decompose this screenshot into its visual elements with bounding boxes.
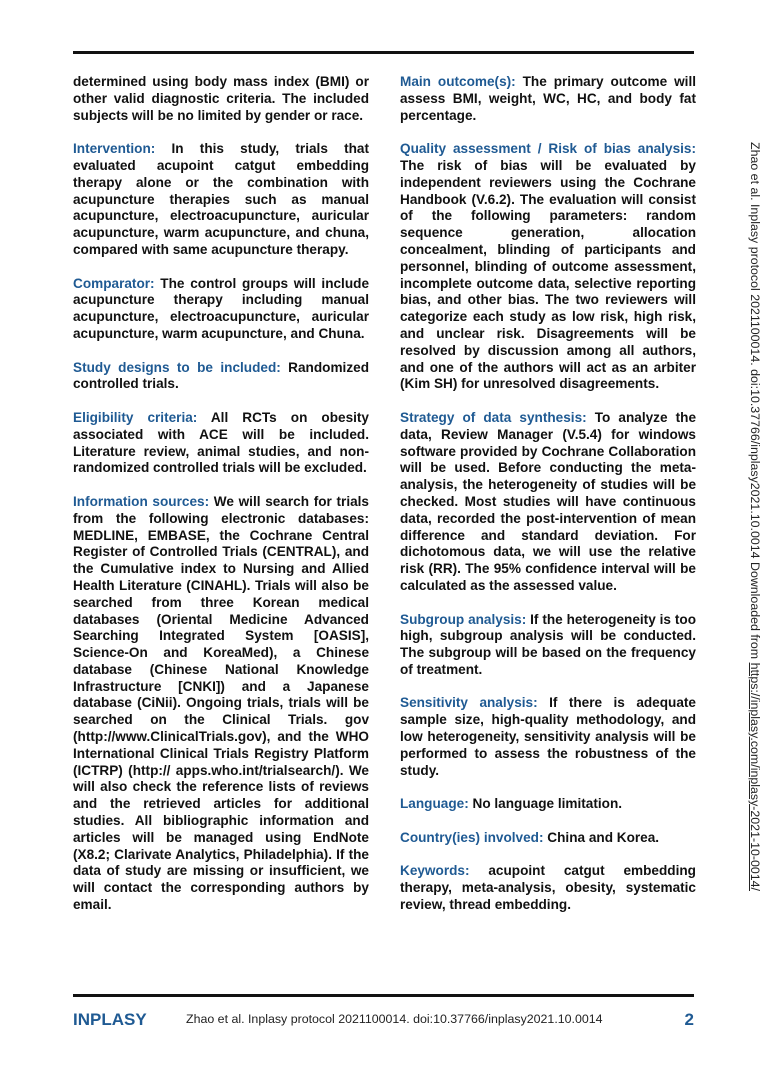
paragraph-countries [400, 830, 696, 847]
paragraph-subgroup-analysis [400, 612, 696, 679]
page-number: 2 [684, 1010, 694, 1029]
section-label-sensitivity-analysis: Sensitivity analysis: [400, 695, 538, 711]
section-label-information-sources: Information sources: [73, 493, 210, 509]
paragraph-information-sources [73, 494, 369, 914]
section-label-keywords: Keywords: [400, 863, 470, 879]
download-link[interactable]: https://inplasy.com/inplasy-2021-10-0014/ [748, 662, 762, 891]
paragraph-keywords [400, 863, 696, 913]
section-text: The risk of bias will be evaluated by independent reviewers using the Cochrane Handbook (V.6.2). The evaluation will consist of the following parameters: random sequence generation, allocation concealment, blinding of participants and personnel, blinding of outcome assessment, incomplete outcome data, selective reporting bias, and other bias. The two reviewers will categorize each study as low risk, high risk, and unclear risk. Disagreements will be resolved by discussion among all authors, and one of the authors will act as an arbiter (Kim SH) for unresolved disagreements. [400, 157, 696, 392]
section-text: All RCTs on obesity associated with ACE will be included. Literature review, animal studies, and non-randomized controlled trials will be excluded. [73, 409, 369, 476]
paragraph-participants-cont [73, 74, 369, 124]
section-text: determined using body mass index (BMI) or other valid diagnostic criteria. The included subjects will be no limited by gender or race. [73, 74, 369, 123]
paragraph-comparator [73, 276, 369, 343]
section-label-intervention: Intervention: [73, 141, 156, 157]
section-text: The primary outcome will assess BMI, weight, WC, HC, and body fat percentage. [400, 74, 696, 123]
left-column [73, 74, 369, 931]
section-label-quality-assessment: Quality assessment / Risk of bias analysis: [400, 141, 696, 157]
section-text: China and Korea. [543, 829, 660, 845]
section-label-subgroup-analysis: Subgroup analysis: [400, 611, 527, 627]
header-rule [73, 51, 694, 54]
right-column [400, 74, 696, 931]
section-label-countries: Country(ies) involved: [400, 829, 544, 845]
download-side-note [748, 142, 762, 942]
section-label-data-synthesis: Strategy of data synthesis: [400, 409, 587, 425]
section-label-comparator: Comparator: [73, 275, 155, 291]
section-text: In this study, trials that evaluated acupoint catgut embedding therapy alone or the combination with acupuncture therapies such as manual acupuncture, electroacupuncture, auricular acupuncture, warm acupuncture, and chuna, compared with same acupuncture therapy. [73, 141, 369, 257]
section-text: If the heterogeneity is too high, subgroup analysis will be conducted. The subgroup will be based on the frequency of treatment. [400, 611, 697, 677]
paragraph-data-synthesis [400, 410, 696, 595]
section-text: We will search for trials from the following electronic databases: MEDLINE, EMBASE, the Cochrane Central Register of Controlled Trials (CENTRAL), and the Cumulative index to Nursing and Allied Health Literature (CINAHL). Trials will also be searched from three Korean medical databases (Oriental Medicine Advanced Searching Integrated System [OASIS], Science-On and KoreaMed), a Chinese database (Chinese National Knowledge Infrastructure [CNKI]) and a Japanese database (CiNii). Ongoing trials, trials will be searched on the Clinical Trials. gov (http://www.ClinicalTrials.gov), and the WHO International Clinical Trials Registry Platform (ICTRP) (http:// apps.who.int/trialsearch/). We will also check the reference lists of reviews and the retrieved articles for additional studies. All bibliographic information and articles will be managed using EndNote (X8.2; Clarivate Analytics, Philadelphia). If the data of study are missing or insufficient, we will contact the corresponding authors by email. [73, 493, 369, 913]
page-footer [73, 1010, 694, 1034]
section-label-language: Language: [400, 796, 469, 812]
section-text: No language limitation. [468, 796, 623, 812]
paragraph-intervention [73, 141, 369, 259]
section-label-study-designs: Study designs to be included: [73, 359, 281, 375]
paragraph-quality-assessment [400, 141, 696, 393]
section-label-main-outcomes: Main outcome(s): [400, 74, 516, 89]
section-label-eligibility: Eligibility criteria: [73, 409, 198, 425]
section-text: To analyze the data, Review Manager (V.5.4) for windows software provided by Cochrane Collaboration will be used. Before conducting the meta-analysis, the heterogeneity of studies will be checked. Most studies will have continuous data, recorded the post-intervention of mean difference and standard deviation. For dichotomous data, we will use the relative risk (RR). The 95% confidence interval will be calculated as the assessed value. [400, 409, 696, 593]
paragraph-sensitivity-analysis [400, 695, 696, 779]
section-text: The control groups will include acupuncture therapy including manual acupuncture, electroacupuncture, auricular acupuncture, warm acupuncture, and Chuna. [73, 275, 369, 341]
section-text: If there is adequate sample size, high-quality methodology, and low heterogeneity, sensitivity analysis will be performed to assess the robustness of the study. [400, 695, 696, 778]
paragraph-main-outcomes [400, 74, 696, 124]
side-note-text-container [748, 142, 762, 891]
section-text: Randomized controlled trials. [73, 359, 369, 392]
section-text: acupoint catgut embedding therapy, meta-analysis, obesity, systematic review, thread embedding. [400, 863, 696, 913]
footer-rule [73, 994, 694, 997]
paragraph-language [400, 796, 696, 813]
paragraph-eligibility [73, 410, 369, 477]
side-note-text: Zhao et al. Inplasy protocol 2021100014. doi:10.37766/inplasy2021.10.0014 Downloaded from [748, 142, 762, 663]
brand-logo: INPLASY [73, 1010, 147, 1029]
footer-citation: Zhao et al. Inplasy protocol 2021100014. doi:10.37766/inplasy2021.10.0014 [186, 1012, 603, 1026]
paragraph-study-designs [73, 360, 369, 394]
